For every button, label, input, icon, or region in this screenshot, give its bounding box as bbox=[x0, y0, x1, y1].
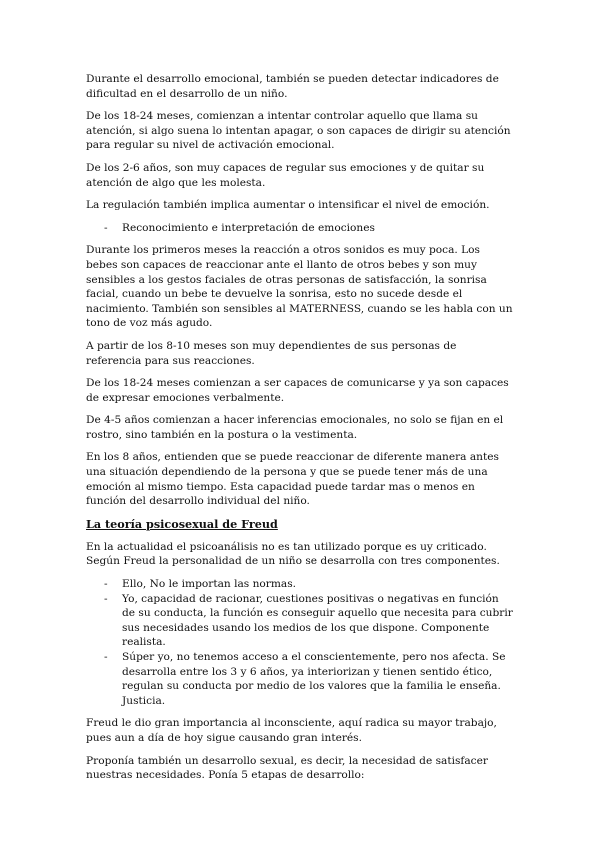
paragraph: De 4-5 años comienzan a hacer inferencias emocionales, no solo se fijan en el rostro, sino también en la postura o la vestimenta. bbox=[86, 414, 504, 441]
list-item: - Ello, No le importan las normas. bbox=[122, 577, 514, 592]
list-item: - Yo, capacidad de racionar, cuestiones positivas o negativas en función de su conducta, la función es conseguir aquello que necesita para cubrir sus necesidades usando los medios de los que dispone. Componente realista. bbox=[122, 592, 514, 650]
paragraph: De los 2-6 años, son muy capaces de regular sus emociones y de quitar su atención de algo que les molesta. bbox=[86, 161, 485, 189]
components-list bbox=[86, 577, 514, 708]
paragraph: En los 8 años, entienden que se puede reaccionar de diferente manera antes una situación dependiendo de la persona y que se puede tener más de una emoción al mismo tiempo. Esta capacidad puede tardar mas o menos en función del desarrollo individual del niño. bbox=[86, 451, 499, 508]
paragraph: Durante el desarrollo emocional, también se pueden detectar indicadores de dificultad en el desarrollo de un niño. bbox=[86, 73, 499, 100]
paragraph: La regulación también implica aumentar o intensificar el nivel de emoción. bbox=[86, 199, 490, 212]
paragraph: De los 18-24 meses, comienzan a intentar controlar aquello que llama su atención, si algo suena lo intentan apagar, o son capaces de dirigir su atención para regular su nivel de activación emocional. bbox=[86, 110, 511, 152]
subsection-list bbox=[86, 221, 514, 236]
subsection-item: - Reconocimiento e interpretación de emociones bbox=[122, 221, 514, 236]
list-item: - Súper yo, no tenemos acceso a el conscientemente, pero nos afecta. Se desarrolla entre los 3 y 6 años, ya interiorizan y tienen sentido ético, regulan su conducta por medio de los valores que la familia le enseña. Justicia. bbox=[122, 650, 514, 708]
paragraph: Durante los primeros meses la reacción a otros sonidos es muy poca. Los bebes son capaces de reaccionar ante el llanto de otros bebes y son muy sensibles a los gestos faciales de otras personas de satisfacción, la sonrisa facial, cuando un bebe te devuelve la sonrisa, esto no sucede desde el nacimiento. También son sensibles al MATERNESS, cuando se les habla con un tono de voz más agudo. bbox=[86, 244, 513, 330]
paragraph: De los 18-24 meses comienzan a ser capaces de comunicarse y ya son capaces de expresar emociones verbalmente. bbox=[86, 377, 509, 404]
paragraph: A partir de los 8-10 meses son muy dependientes de sus personas de referencia para sus reacciones. bbox=[86, 339, 457, 367]
paragraph: En la actualidad el psicoanálisis no es tan utilizado porque es uy criticado. Según Freud la personalidad de un niño se desarrolla con tres componentes. bbox=[86, 540, 500, 568]
paragraph: Proponía también un desarrollo sexual, es decir, la necesidad de satisfacer nuestras necesidades. Ponía 5 etapas de desarrollo: bbox=[86, 754, 488, 782]
section-heading: La teoría psicosexual de Freud bbox=[86, 516, 278, 531]
paragraph: Freud le dio gran importancia al inconsciente, aquí radica su mayor trabajo, pues aun a día de hoy sigue causando gran interés. bbox=[86, 717, 497, 744]
